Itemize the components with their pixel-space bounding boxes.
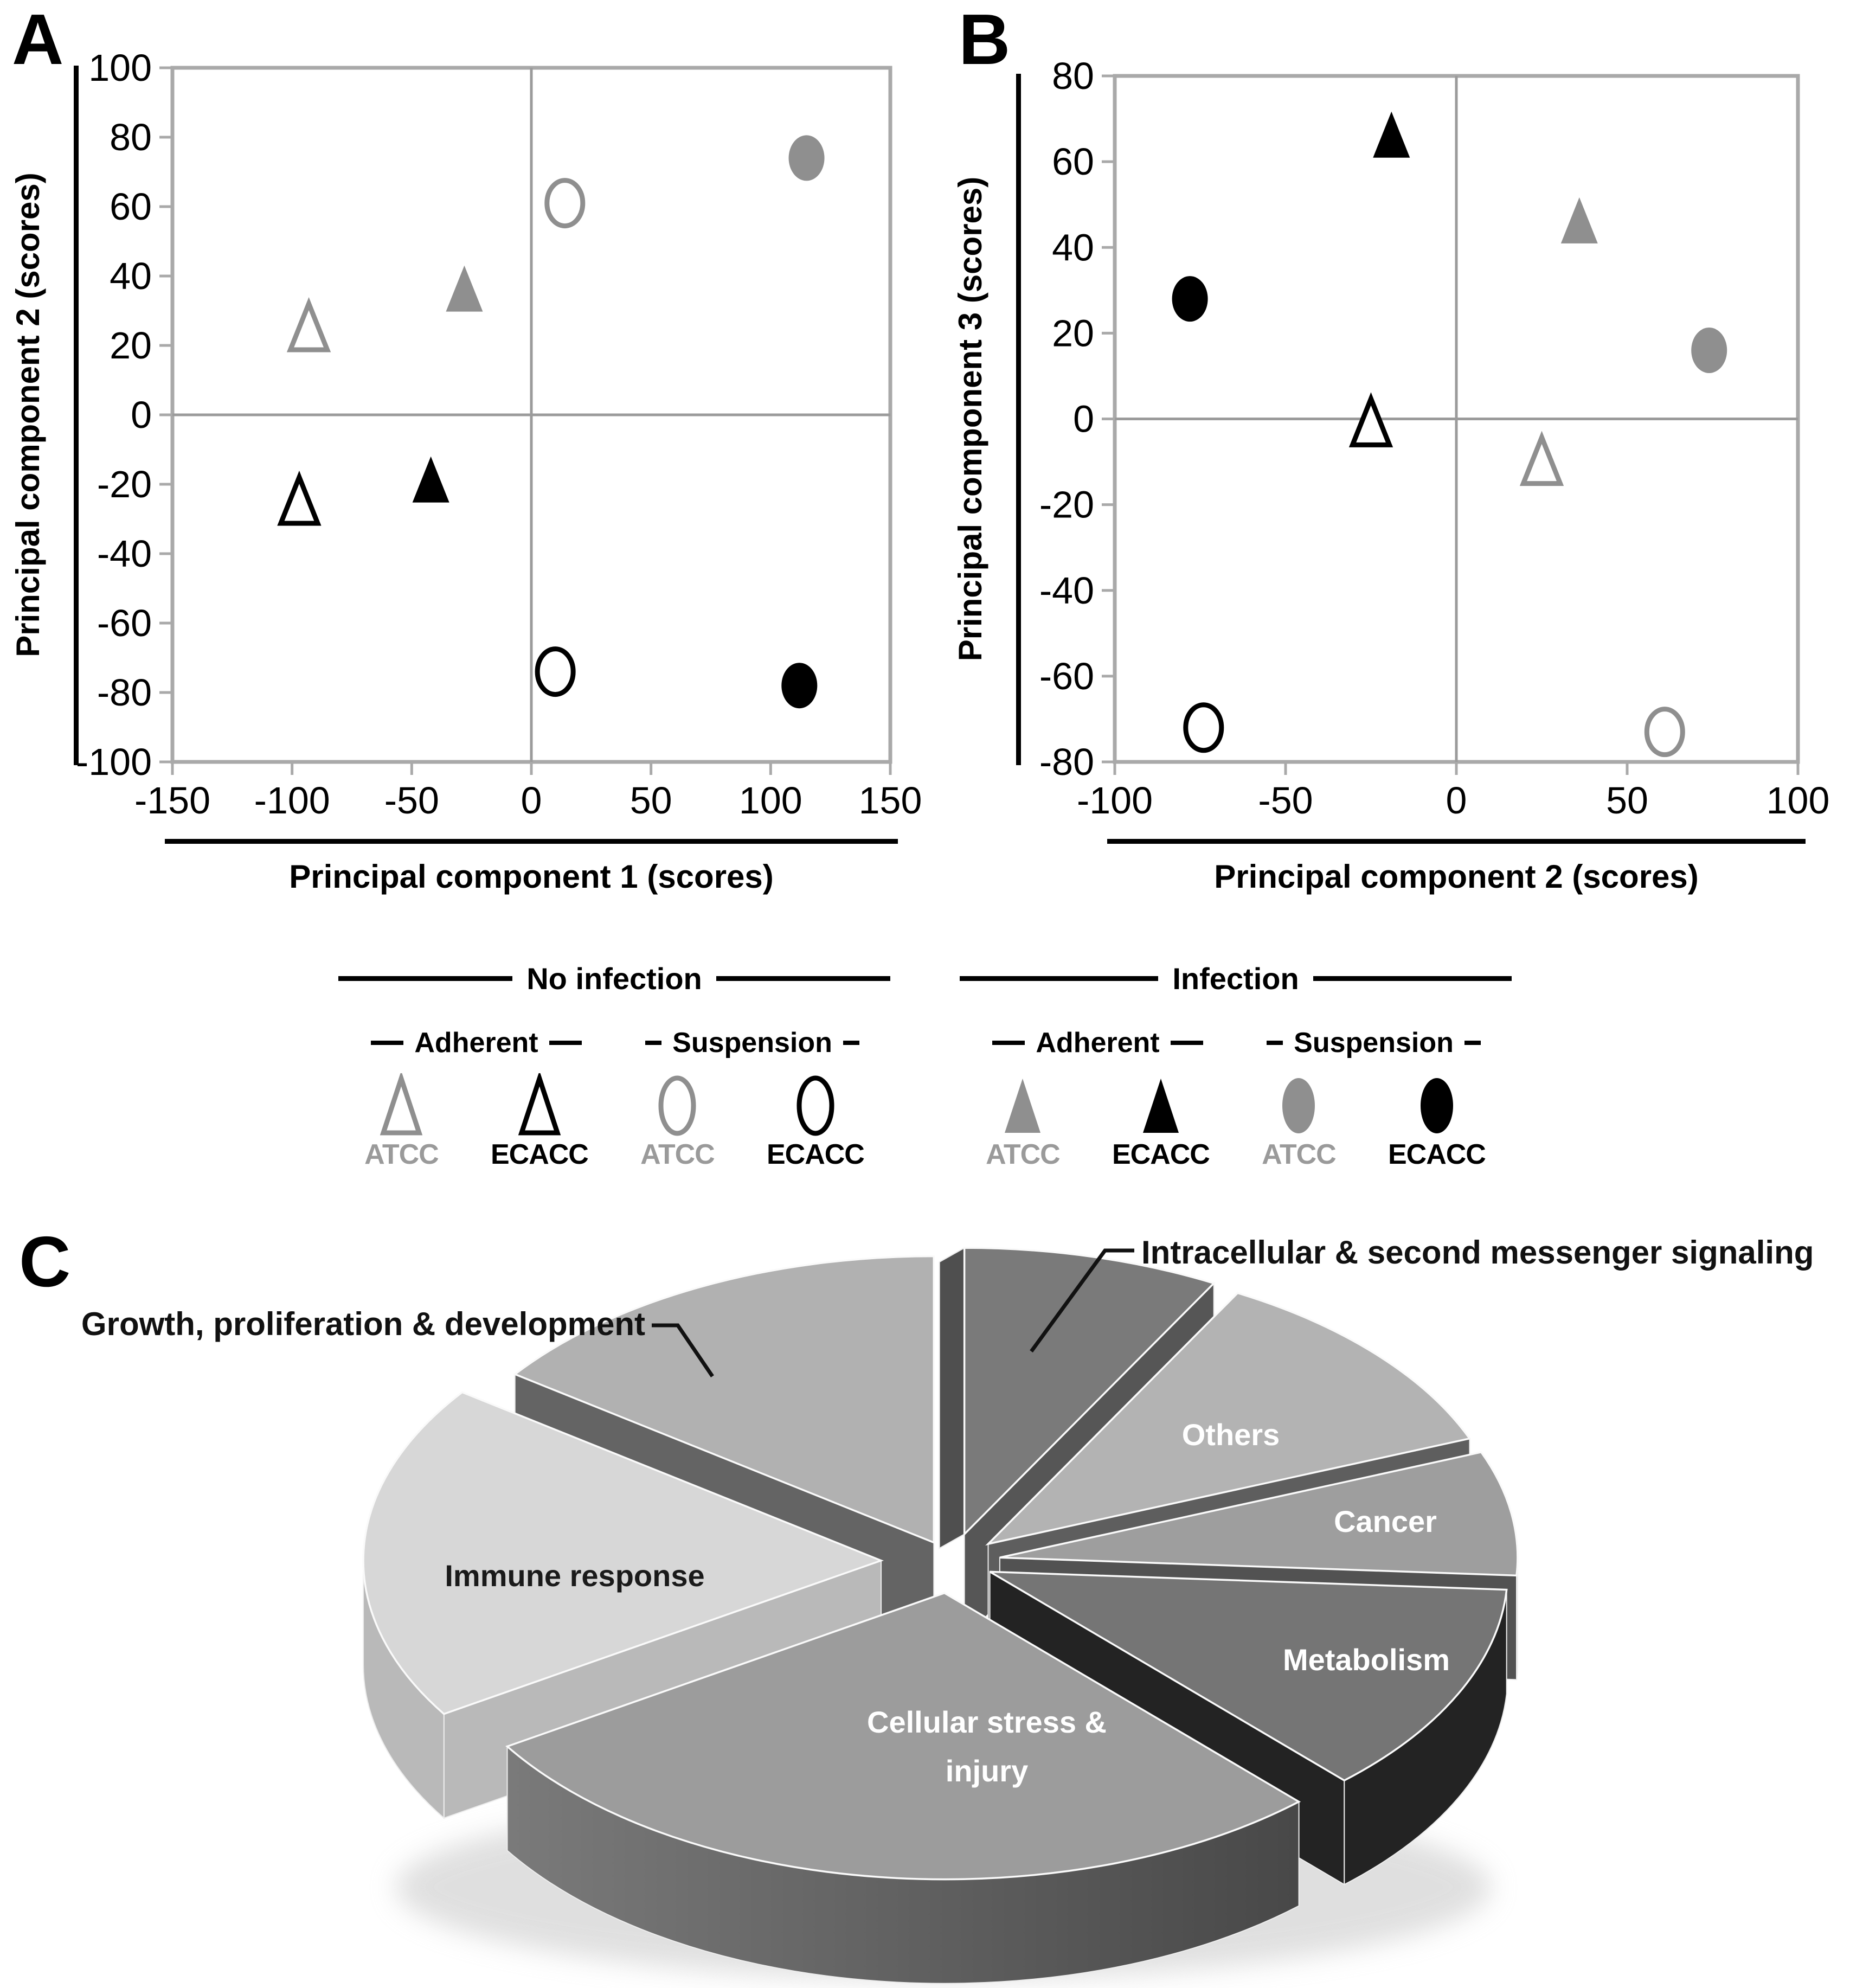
x-tick-label: 100 — [1766, 779, 1830, 822]
legend-subgroup-suspension — [614, 1027, 890, 1059]
y-axis-title: Principal component 3 (scores) — [952, 176, 988, 662]
legend-dash — [992, 1041, 1025, 1045]
y-tick-label: -80 — [97, 671, 152, 714]
data-point-inf-sus-atcc — [1691, 328, 1727, 373]
legend-group-header — [338, 961, 890, 996]
legend-subgroup-row — [960, 1027, 1512, 1059]
data-point-inf-adh-ecacc — [1373, 112, 1410, 158]
marker-legend — [0, 961, 1850, 1171]
filled-black-triangle-icon — [1132, 1073, 1190, 1137]
legend-marker-row — [960, 1073, 1512, 1171]
filled-black-circle-icon — [1408, 1073, 1466, 1137]
legend-dash — [645, 1041, 661, 1045]
pca-scatter-panel-a — [0, 0, 925, 922]
legend-entry-label: ECACC — [1388, 1139, 1486, 1170]
legend-entry — [364, 1073, 439, 1171]
data-point-noinf-adh-ecacc — [281, 477, 318, 523]
x-axis-title: Principal component 2 (scores) — [1214, 858, 1699, 895]
legend-entry-label: ECACC — [1112, 1139, 1210, 1170]
legend-header-line — [716, 976, 890, 981]
filled-gray-circle-icon — [1269, 1073, 1328, 1137]
y-tick-label: 0 — [1073, 397, 1094, 440]
legend-subgroup-suspension — [1236, 1027, 1512, 1059]
pie-outside-label: Growth, proliferation & development — [81, 1306, 645, 1342]
pca-scatter-panel-b — [925, 0, 1850, 922]
pie-slice-label: Cellular stress & — [867, 1705, 1107, 1739]
open-black-circle-icon — [786, 1073, 845, 1137]
y-tick-label: 20 — [1052, 312, 1094, 355]
x-tick-label: -100 — [1076, 779, 1153, 822]
legend-subgroup-title: Suspension — [1294, 1027, 1454, 1059]
legend-half-suspension — [614, 1073, 890, 1171]
x-tick-label: -150 — [134, 779, 211, 822]
pie-slice-label: Metabolism — [1282, 1643, 1450, 1677]
data-point-inf-adh-atcc — [1561, 197, 1598, 243]
legend-subgroup-title: Adherent — [1036, 1027, 1160, 1059]
x-axis-line — [1107, 839, 1806, 844]
y-tick-label: 40 — [110, 255, 152, 297]
data-point-noinf-adh-atcc — [291, 304, 327, 350]
x-axis-line — [165, 839, 898, 844]
functional-categories-pie-panel-c — [0, 1193, 1850, 1988]
panel-letter: B — [959, 0, 1011, 79]
legend-entry-label: ATCC — [364, 1139, 439, 1170]
legend-dash — [1171, 1041, 1203, 1045]
legend-entry — [1262, 1073, 1336, 1171]
legend-entry-label: ECACC — [490, 1139, 588, 1170]
legend-entry-label: ATCC — [1262, 1139, 1336, 1170]
legend-subgroup-adherent — [338, 1027, 614, 1059]
y-tick-label: -40 — [97, 533, 152, 575]
pie-slice-label: Cancer — [1334, 1504, 1437, 1538]
legend-entry — [767, 1073, 864, 1171]
legend-dash — [549, 1041, 582, 1045]
y-tick-label: 60 — [1052, 140, 1094, 183]
data-point-noinf-sus-atcc — [547, 181, 583, 226]
legend-half-suspension — [1236, 1073, 1512, 1171]
legend-entry-label: ECACC — [766, 1139, 864, 1170]
x-tick-label: -50 — [384, 779, 439, 822]
y-tick-label: 80 — [1052, 55, 1094, 97]
legend-subgroup-title: Adherent — [414, 1027, 538, 1059]
data-point-inf-sus-ecacc — [781, 663, 817, 708]
legend-entry — [986, 1073, 1060, 1171]
legend-dash — [371, 1041, 403, 1045]
data-point-noinf-sus-ecacc — [537, 649, 573, 695]
legend-entry — [640, 1073, 715, 1171]
legend-group-title: No infection — [526, 961, 702, 996]
data-point-inf-adh-atcc — [446, 266, 483, 312]
legend-subgroup-adherent — [960, 1027, 1236, 1059]
data-point-inf-sus-atcc — [789, 135, 825, 181]
data-point-noinf-sus-atcc — [1647, 709, 1682, 755]
pie-slice-label: injury — [945, 1754, 1029, 1788]
legend-entry — [491, 1073, 588, 1171]
y-tick-label: -60 — [1039, 655, 1094, 697]
legend-dash — [843, 1041, 859, 1045]
x-tick-label: -50 — [1258, 779, 1313, 822]
y-tick-label: -100 — [75, 741, 152, 783]
legend-group-infection — [960, 961, 1512, 1171]
y-axis-line — [1016, 74, 1021, 765]
legend-half-adherent — [338, 1073, 614, 1171]
x-tick-label: 150 — [858, 779, 922, 822]
x-tick-label: 100 — [738, 779, 802, 822]
legend-header-line — [960, 976, 1158, 981]
y-tick-label: 100 — [88, 47, 152, 89]
legend-dash — [1267, 1041, 1283, 1045]
legend-header-line — [1313, 976, 1512, 981]
data-point-inf-adh-ecacc — [413, 457, 449, 503]
y-axis-line — [74, 66, 79, 765]
filled-gray-triangle-icon — [993, 1073, 1052, 1137]
y-tick-label: 20 — [110, 324, 152, 367]
y-tick-label: -60 — [97, 602, 152, 644]
legend-header-line — [338, 976, 512, 981]
legend-entry — [1388, 1073, 1486, 1171]
legend-dash — [1464, 1041, 1481, 1045]
open-gray-triangle-icon — [372, 1073, 431, 1137]
x-tick-label: 50 — [629, 779, 672, 822]
x-tick-label: 0 — [1446, 779, 1467, 822]
legend-entry-label: ATCC — [986, 1139, 1060, 1170]
data-point-noinf-sus-ecacc — [1186, 705, 1222, 751]
y-tick-label: -20 — [1039, 483, 1094, 526]
legend-marker-row — [338, 1073, 890, 1171]
legend-group-title: Infection — [1172, 961, 1299, 996]
y-tick-label: 0 — [131, 394, 152, 436]
pie-slice-label: Immune response — [445, 1559, 705, 1593]
y-tick-label: 40 — [1052, 226, 1094, 269]
y-tick-label: 80 — [110, 116, 152, 158]
legend-entry-label: ATCC — [640, 1139, 715, 1170]
pie-slice-label: Others — [1181, 1418, 1280, 1452]
x-tick-label: -100 — [254, 779, 330, 822]
open-gray-circle-icon — [648, 1073, 706, 1137]
y-tick-label: -80 — [1039, 741, 1094, 783]
y-tick-label: 60 — [110, 185, 152, 228]
pie-outside-label: Intracellular & second messenger signaling — [1141, 1234, 1814, 1271]
data-point-noinf-adh-ecacc — [1353, 399, 1390, 445]
legend-group-no-infection — [338, 961, 890, 1171]
legend-entry — [1112, 1073, 1210, 1171]
panel-letter: A — [12, 0, 64, 79]
open-black-triangle-icon — [510, 1073, 569, 1137]
legend-subgroup-row — [338, 1027, 890, 1059]
x-tick-label: 50 — [1606, 779, 1648, 822]
data-point-noinf-adh-atcc — [1524, 438, 1560, 484]
y-tick-label: -40 — [1039, 569, 1094, 612]
x-tick-label: 0 — [521, 779, 542, 822]
data-point-inf-sus-ecacc — [1172, 276, 1208, 322]
x-axis-title: Principal component 1 (scores) — [289, 858, 774, 895]
panel-letter: C — [19, 1222, 71, 1301]
legend-half-adherent — [960, 1073, 1236, 1171]
y-axis-title: Principal component 2 (scores) — [10, 172, 46, 657]
legend-subgroup-title: Suspension — [672, 1027, 832, 1059]
y-tick-label: -20 — [97, 463, 152, 505]
pie-slice-gap-face — [940, 1248, 965, 1548]
legend-group-header — [960, 961, 1512, 996]
